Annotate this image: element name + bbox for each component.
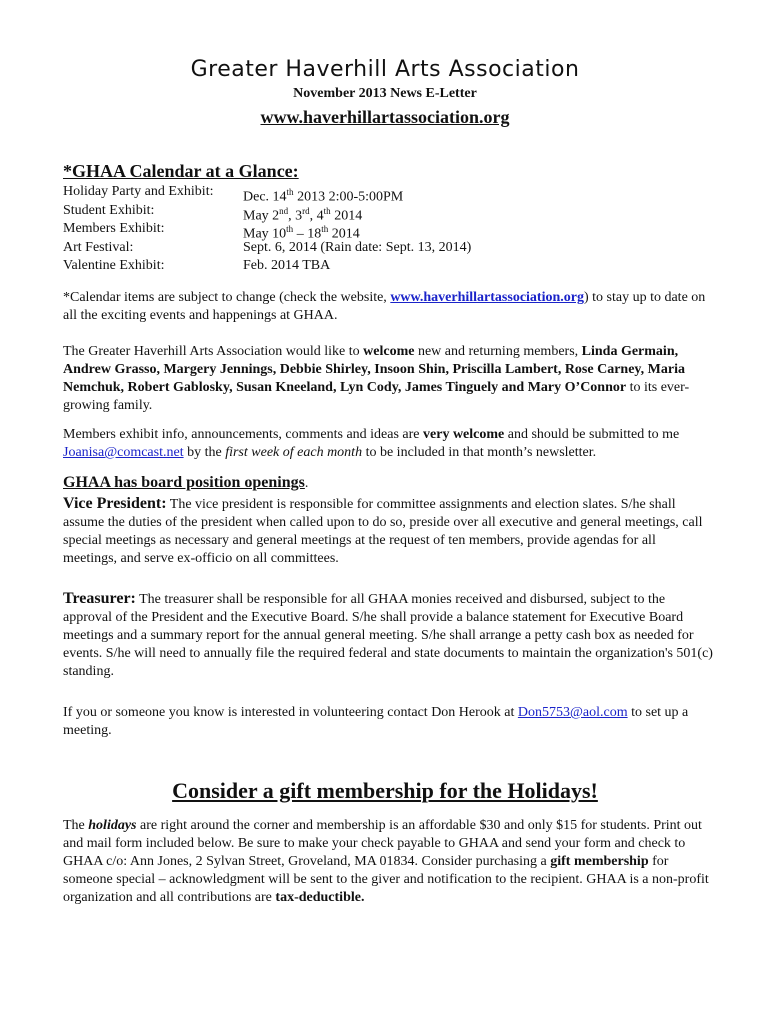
vice-president-paragraph: [63, 495, 713, 568]
welcome-middle: new and returning members,: [414, 344, 582, 359]
volunteer-contact-paragraph: [63, 704, 713, 740]
contact-email-link[interactable]: Don5753@aol.com: [517, 705, 628, 720]
gift-membership-heading: Consider a gift membership for the Holidays!: [172, 778, 598, 803]
welcome-prefix: The Greater Haverhill Arts Association would like to: [63, 344, 364, 359]
calendar-label: Student Exhibit:: [63, 202, 155, 218]
submissions-paragraph: [63, 426, 713, 462]
welcome-word: welcome: [363, 344, 415, 359]
website-link[interactable]: www.haverhillartassociation.org: [260, 107, 510, 127]
page-title: Greater Haverhill Arts Association: [190, 57, 580, 82]
submissions-by: by the: [183, 445, 226, 460]
submissions-middle: and should be submitted to me: [504, 427, 680, 442]
calendar-label: Holiday Party and Exhibit:: [63, 184, 214, 199]
submissions-prefix: Members exhibit info, announcements, comments and ideas are: [63, 427, 424, 442]
gift-membership-emphasis: gift membership: [550, 854, 649, 869]
calendar-note-suffix: ) to stay up to date on all the exciting events and happenings at GHAA.: [63, 290, 706, 323]
editor-email-link[interactable]: Joanisa@comcast.net: [63, 445, 184, 460]
calendar-row: [63, 220, 471, 242]
board-heading-period: .: [304, 476, 309, 491]
calendar-note-prefix: *Calendar items are subject to change (check the website,: [63, 290, 391, 305]
welcome-suffix: to its ever-growing family.: [63, 380, 690, 413]
gift-text-1: The: [63, 818, 89, 833]
vice-president-text: The vice president is responsible for committee assignments and election slates. S/he shall assume the duties of the president when called upon to do so, preside over all executive and general meetings, call special meetings as necessary and general meetings at the request of ten members, provide agendas for all meetings, and serve ex-officio on all committees.: [63, 497, 703, 566]
calendar-label: Art Festival:: [63, 239, 134, 255]
tax-deductible-emphasis: tax-deductible.: [275, 890, 365, 905]
calendar-table: [63, 183, 471, 276]
treasurer-title: Treasurer:: [63, 590, 136, 607]
new-member-names: Linda Germain, Andrew Grasso, Margery Jennings, Debbie Shirley, Insoon Shin, Priscilla Lambert, Rose Carney, Maria Nemchuk, Robert Gablosky, Susan Kneeland, Lyn Cody, James Tinguely and Mary O’Connor: [63, 344, 685, 395]
calendar-row: [63, 183, 471, 205]
contact-suffix: to set up a meeting.: [63, 705, 689, 738]
board-openings-heading: [63, 474, 713, 493]
calendar-heading: *GHAA Calendar at a Glance:: [63, 161, 299, 181]
submissions-emphasis: very welcome: [423, 427, 505, 442]
calendar-label: Members Exhibit:: [63, 221, 165, 236]
calendar-note: [63, 289, 713, 325]
submissions-suffix: to be included in that month’s newsletter.: [362, 445, 597, 460]
calendar-value: Feb. 2014 TBA: [243, 258, 331, 273]
gift-membership-paragraph: [63, 817, 713, 907]
calendar-row: [63, 202, 471, 224]
board-heading-text: GHAA has board position openings: [63, 474, 305, 491]
vice-president-title: Vice President:: [63, 495, 167, 512]
treasurer-paragraph: [63, 590, 713, 681]
calendar-row: [63, 239, 471, 258]
treasurer-text: The treasurer shall be responsible for all GHAA monies received and disbursed, subject to the approval of the President and the Executive Board. S/he shall provide a balance statement for Executive Board meetings and a summary report for the annual general meeting. S/he shall arrange a petty cash box as needed for events. S/he will need to annually file the required federal and state documents to maintain the organization's 501(c) standing.: [63, 592, 713, 679]
gift-text-2: are right around the corner and membership is an affordable $30 and only $15 for students. Print out and mail form included below. Be sure to make your check payable to GHAA and send your form and check to GHAA c/o: Ann Jones, 2 Sylvan Street, Groveland, MA 01834. Consider purchasing a: [63, 818, 702, 869]
calendar-label: Valentine Exhibit:: [63, 258, 165, 273]
calendar-row: [63, 257, 471, 276]
submissions-deadline: first week of each month: [225, 445, 363, 460]
calendar-website-link[interactable]: www.haverhillartassociation.org: [390, 290, 584, 305]
calendar-value: May 10th – 18th 2014: [243, 224, 360, 242]
calendar-value: Sept. 6, 2014 (Rain date: Sept. 13, 2014): [243, 239, 472, 255]
gift-holidays: holidays: [88, 818, 137, 833]
gift-text-3: for someone special – acknowledgment will be sent to the giver and notification to the recipient. GHAA is a non-profit organization and all contributions are: [63, 854, 709, 905]
page-subtitle: November 2013 News E-Letter: [293, 86, 477, 101]
calendar-value: May 2nd, 3rd, 4th 2014: [243, 205, 363, 224]
calendar-value: Dec. 14th 2013 2:00-5:00PM: [243, 187, 404, 205]
contact-prefix: If you or someone you know is interested in volunteering contact Don Herook at: [63, 705, 518, 720]
welcome-paragraph: [63, 343, 713, 415]
